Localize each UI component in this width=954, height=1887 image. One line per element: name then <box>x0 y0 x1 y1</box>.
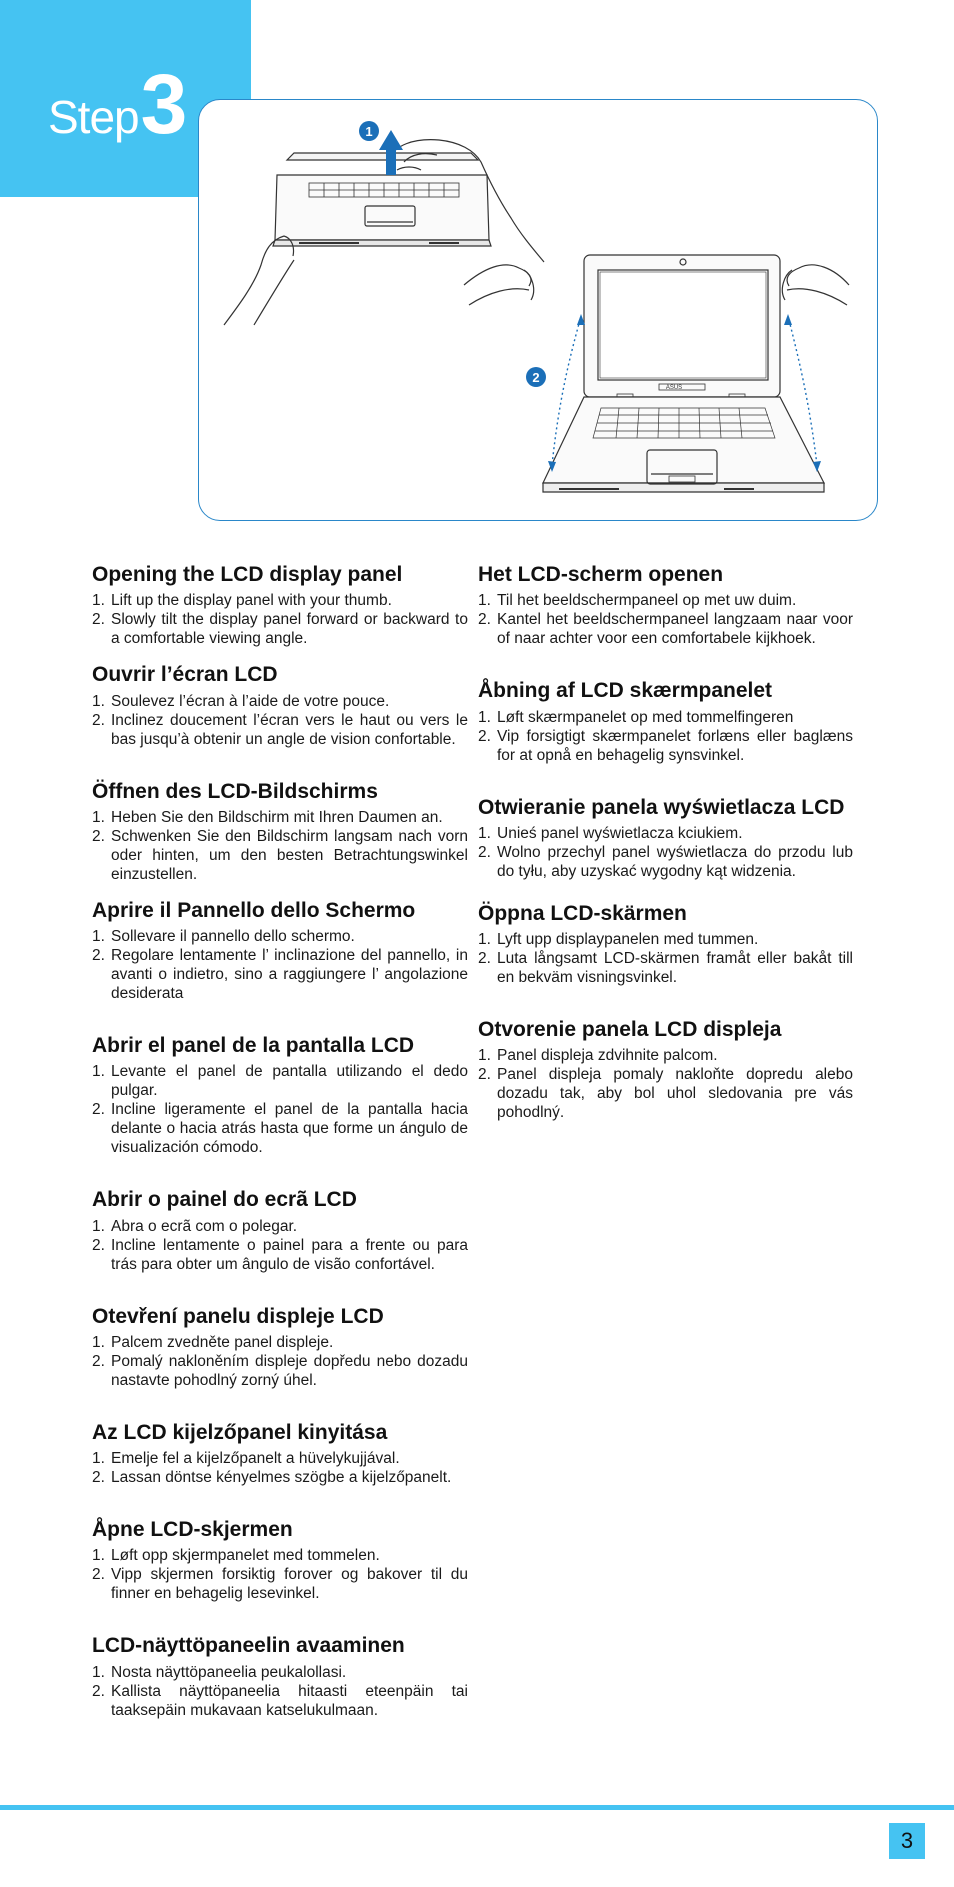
section-title: Åbning af LCD skærmpanelet <box>478 679 773 703</box>
step-marker-1: 1 <box>365 124 373 139</box>
illustration-frame <box>198 99 878 521</box>
list-item: 1. Abra o ecrã com o polegar. <box>92 1217 298 1235</box>
list-item: 1. Panel displeja zdvihnite palcom. <box>478 1047 718 1065</box>
section-title: Abrir o painel do ecrã LCD <box>92 1188 357 1212</box>
section-pl <box>478 795 853 881</box>
list-item: 2. Luta långsamt LCD-skärmen framåt eller bakåt till en bekväm visningsvinkel. <box>478 950 853 986</box>
page-number: 3 <box>889 1823 925 1859</box>
list-item: 2. Kantel het beeldschermpaneel langzaam naar voor of naar achter voor een comfortabele kijkhoek. <box>478 611 853 648</box>
section-de <box>92 779 468 884</box>
list-item: 1. Palcem zvedněte panel displeje. <box>92 1333 334 1351</box>
section-sk <box>478 1017 853 1122</box>
step-number: 3 <box>140 57 188 151</box>
laptop-brand-label: ASUS <box>665 385 683 391</box>
step-word: Step <box>48 91 139 143</box>
section-title: Otevření panelu displeje LCD <box>92 1304 384 1328</box>
section-title: Öppna LCD-skärmen <box>478 901 687 925</box>
section-no <box>92 1517 468 1603</box>
list-item: 1. Lift up the display panel with your thumb. <box>92 592 392 610</box>
list-item: 1. Til het beeldschermpaneel op met uw duim. <box>478 592 797 610</box>
list-item: 2. Kallista näyttöpaneelia hitaasti eteenpäin tai taaksepäin mukavaan katselukulmaan. <box>92 1682 468 1719</box>
list-item: 2. Panel displeja pomaly nakloňte dopredu alebo dozadu tak, aby bol uhol sledovania pre vás pohodlný. <box>478 1066 853 1122</box>
section-title: Aprire il Pannello dello Schermo <box>92 898 416 922</box>
list-item: 1. Heben Sie den Bildschirm mit Ihren Daumen an. <box>92 808 443 826</box>
section-title: Otwieranie panela wyświetlacza LCD <box>478 795 845 819</box>
list-item: 2. Regolare lentamente l’ inclinazione del pannello, in avanti o indietro, sino a raggiungere l’ angolazione desiderata <box>92 947 468 1002</box>
section-cs <box>92 1304 468 1390</box>
section-nl <box>478 562 853 648</box>
list-item: 1. Løft opp skjermpanelet med tommelen. <box>92 1547 380 1565</box>
section-sv <box>478 901 853 987</box>
step-marker-2: 2 <box>532 370 540 385</box>
section-title: Otvorenie panela LCD displeja <box>478 1018 782 1041</box>
list-item: 1. Soulevez l’écran à l’aide de votre pouce. <box>92 692 390 710</box>
list-item: 1. Løft skærmpanelet op med tommelfingeren <box>478 708 794 726</box>
list-item: 2. Lassan döntse kényelmes szögbe a kijelzőpanelt. <box>92 1469 452 1486</box>
list-item: 2. Inclinez doucement l’écran vers le haut ou vers le bas jusqu’à obtenir un angle de vision confortable. <box>92 711 468 748</box>
section-title: Opening the LCD display panel <box>92 563 403 586</box>
section-title: Az LCD kijelzőpanel kinyitása <box>92 1420 388 1444</box>
section-en <box>92 562 468 648</box>
list-item: 2. Wolno przechyl panel wyświetlacza do przodu lub do tyłu, aby uzyskać wygodny kąt widzenia. <box>478 843 853 880</box>
left-column <box>92 562 468 1720</box>
section-title: Abrir el panel de la pantalla LCD <box>92 1034 415 1057</box>
step-label <box>48 57 188 151</box>
section-hu <box>92 1420 468 1487</box>
list-item: 2. Vip forsigtigt skærmpanelet forlæns eller baglæns for at opnå en behagelig synsvinkel. <box>478 727 853 764</box>
list-item: 1. Emelje fel a kijelzőpanelt a hüvelykujjával. <box>92 1450 400 1467</box>
section-da <box>478 678 853 764</box>
list-item: 2. Incline lentamente o painel para a frente ou para trás para obter um ângulo de visão confortável. <box>92 1236 468 1273</box>
section-es <box>92 1033 468 1157</box>
list-item: 2. Schwenken Sie den Bildschirm langsam nach vorn oder hinten, um den besten Betrachtungswinkel einzustellen. <box>92 827 468 883</box>
laptop-opening-illustration <box>199 100 879 522</box>
section-title: Åpne LCD-skjermen <box>92 1518 293 1541</box>
section-title: LCD-näyttöpaneelin avaaminen <box>92 1634 405 1658</box>
list-item: 1. Unieś panel wyświetlacza kciukiem. <box>478 824 743 842</box>
list-item: 1. Levante el panel de pantalla utilizando el dedo pulgar. <box>92 1063 468 1100</box>
section-fr <box>92 662 468 748</box>
list-item: 1. Lyft upp displaypanelen med tummen. <box>478 931 759 948</box>
list-item: 2. Incline ligeramente el panel de la pantalla hacia delante o hacia atrás hasta que forme un ángulo de visualización cómodo. <box>92 1101 468 1157</box>
right-column <box>478 562 853 1122</box>
list-item: 1. Nosta näyttöpaneelia peukalollasi. <box>92 1663 347 1681</box>
section-title: Ouvrir l’écran LCD <box>92 663 278 687</box>
list-item: 2. Pomalý nakloněním displeje dopředu nebo dozadu nastavte pohodlný zorný úhel. <box>92 1352 468 1389</box>
section-title: Het LCD-scherm openen <box>478 563 724 586</box>
footer-divider <box>0 1805 954 1810</box>
section-title: Öffnen des LCD-Bildschirms <box>92 779 378 803</box>
section-pt <box>92 1187 468 1273</box>
list-item: 2. Vipp skjermen forsiktig forover og bakover til du finner en behagelig lesevinkel. <box>92 1566 468 1603</box>
list-item: 2. Slowly tilt the display panel forward or backward to a comfortable viewing angle. <box>92 611 468 648</box>
section-it <box>92 898 468 1003</box>
list-item: 1. Sollevare il pannello dello schermo. <box>92 928 355 945</box>
section-fi <box>92 1633 468 1719</box>
